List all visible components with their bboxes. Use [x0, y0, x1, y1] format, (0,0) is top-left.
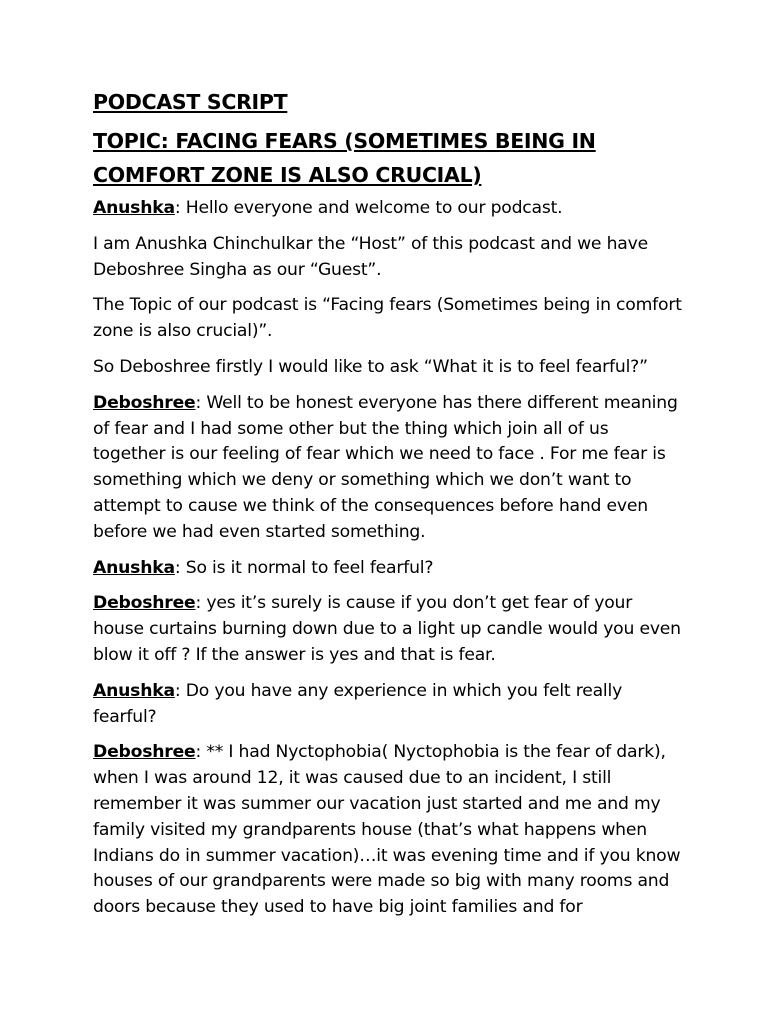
- dialogue-paragraph: [93, 355, 683, 381]
- document-page: [93, 88, 683, 931]
- speaker-name: Anushka: [93, 557, 175, 578]
- dialogue-text: : So is it normal to feel fearful?: [174, 557, 434, 578]
- dialogue-text: : yes it’s surely is cause if you don’t get fear of your house curtains burning down due to a light up candle would you even blow it off ? If the answer is yes and that is fear.: [93, 593, 681, 665]
- dialogue-text: I am Anushka Chinchulkar the “Host” of this podcast and we have Deboshree Singha as our “Guest”.: [93, 233, 648, 280]
- dialogue-text: : Do you have any experience in which you felt really fearful?: [93, 680, 623, 727]
- speaker-name: Deboshree: [93, 593, 196, 614]
- dialogue-text: : ** I had Nyctophobia( Nyctophobia is the fear of dark), when I was around 12, it was caused due to an incident, I still remember it was summer our vacation just started and me and my family visited my grandparents house (that’s what happens when Indians do in summer vacation)…it was evening time and if you know houses of our grandparents were made so big with many rooms and doors because they used to have big joint families and for: [93, 742, 681, 918]
- dialogue-paragraph: [93, 740, 683, 921]
- topic-heading: [93, 124, 683, 192]
- dialogue-text: So Deboshree firstly I would like to ask “What it is to feel fearful?”: [93, 356, 648, 377]
- speaker-name: Deboshree: [93, 392, 196, 413]
- speaker-name: Anushka: [93, 680, 175, 701]
- topic-heading-line-1: TOPIC: FACING FEARS (SOMETIMES BEING IN: [93, 129, 596, 153]
- dialogue-paragraph: [93, 196, 683, 222]
- speaker-name: Anushka: [93, 198, 175, 218]
- dialogue-text: The Topic of our podcast is “Facing fears (Sometimes being in comfort zone is also crucial)”.: [93, 295, 682, 342]
- dialogue-paragraph: [93, 679, 683, 731]
- topic-heading-line-2: COMFORT ZONE IS ALSO CRUCIAL): [93, 163, 482, 187]
- dialogue-paragraph: [93, 591, 683, 668]
- dialogue-text: : Well to be honest everyone has there different meaning of fear and I had some other but the thing which join all of us together is our feeling of fear which we need to face . For me fear is something which we deny or something which we don’t want to attempt to cause we think of the consequences before hand even before we had even started something.: [93, 392, 678, 542]
- dialogue-paragraph: [93, 232, 683, 284]
- dialogue-paragraph: [93, 391, 683, 546]
- speaker-name: Deboshree: [93, 742, 196, 763]
- dialogue-paragraph: [93, 293, 683, 345]
- document-title: PODCAST SCRIPT: [93, 90, 288, 114]
- dialogue-paragraph: [93, 556, 683, 582]
- dialogue-text: : Hello everyone and welcome to our podcast.: [174, 198, 563, 218]
